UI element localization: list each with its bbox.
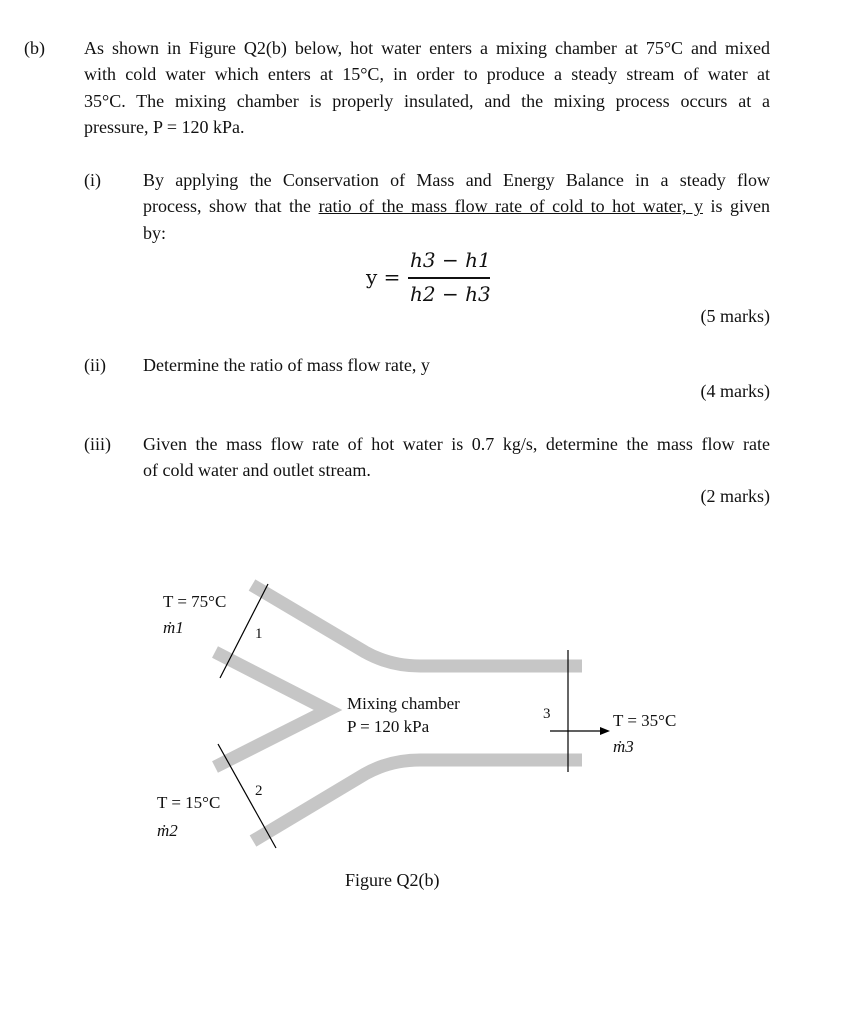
outlet-flow: ṁ3 <box>613 737 634 756</box>
sub-i-line-2 <box>143 193 770 219</box>
sub-i-underlined-text: ratio of the mass flow rate of cold to hot water, y <box>318 196 703 217</box>
sub-ii-label: (ii) <box>84 355 106 375</box>
sub-ii-text: Determine the ratio of mass flow rate, y <box>143 355 430 375</box>
station-1-label: 1 <box>255 626 263 642</box>
part-b-line-3: 35°C. The mixing chamber is properly insulated, and the mixing process occurs at a <box>84 90 770 111</box>
sub-i-line-3: by: <box>143 222 167 243</box>
inlet-2-flow: ṁ2 <box>157 821 178 840</box>
lower-pipe-wall <box>253 760 582 841</box>
sub-i-text <box>143 167 770 246</box>
chamber-name: Mixing chamber <box>347 694 460 713</box>
mixing-chamber-figure <box>0 560 846 910</box>
inlet-1-temp: T = 75°C <box>163 592 227 611</box>
sub-i-marks: (5 marks) <box>700 306 770 326</box>
upper-pipe-wall <box>252 585 582 666</box>
part-b-line-2: with cold water which enters at 15°C, in order to produce a steady stream of water at <box>84 64 770 85</box>
sub-iii-text <box>143 431 770 484</box>
equation-numerator: h3 − h1 <box>410 248 491 272</box>
sub-iii-label: (iii) <box>84 434 111 454</box>
inlet-1-flow: ṁ1 <box>163 618 184 637</box>
center-wedge-wall <box>215 652 328 767</box>
inlet-2-temp: T = 15°C <box>157 793 221 812</box>
station-3-label: 3 <box>543 706 551 722</box>
sub-iii-marks: (2 marks) <box>700 486 770 506</box>
sub-i-line-2-pre: process, show that the <box>143 196 319 217</box>
sub-iii-line-1: Given the mass flow rate of hot water is 0.7 kg/s, determine the mass flow rate <box>143 434 770 454</box>
part-b-line-1: As shown in Figure Q2(b) below, hot water enters a mixing chamber at 75°C and mixed <box>84 38 770 58</box>
sub-i-line-1: By applying the Conservation of Mass and Energy Balance in a steady flow <box>143 170 770 190</box>
outlet-temp: T = 35°C <box>613 711 677 730</box>
sub-i-line-2-post: is given <box>702 196 771 217</box>
part-b-line-4: pressure, P = 120 kPa. <box>84 116 245 137</box>
sub-i-label: (i) <box>84 170 101 190</box>
station-2-label: 2 <box>255 783 263 799</box>
sub-iii-line-2: of cold water and outlet stream. <box>143 460 371 481</box>
sub-ii-marks: (4 marks) <box>700 381 770 401</box>
equation-lhs: y = <box>366 265 401 289</box>
part-b-label: (b) <box>24 38 45 58</box>
fraction-bar <box>408 277 490 279</box>
equation-denominator: h2 − h3 <box>410 282 491 306</box>
equation <box>366 248 496 310</box>
station-2-line <box>218 744 276 848</box>
figure-caption: Figure Q2(b) <box>345 870 440 890</box>
part-b-text <box>84 35 770 140</box>
chamber-pressure: P = 120 kPa <box>347 717 430 736</box>
outlet-arrow-head <box>600 727 610 735</box>
